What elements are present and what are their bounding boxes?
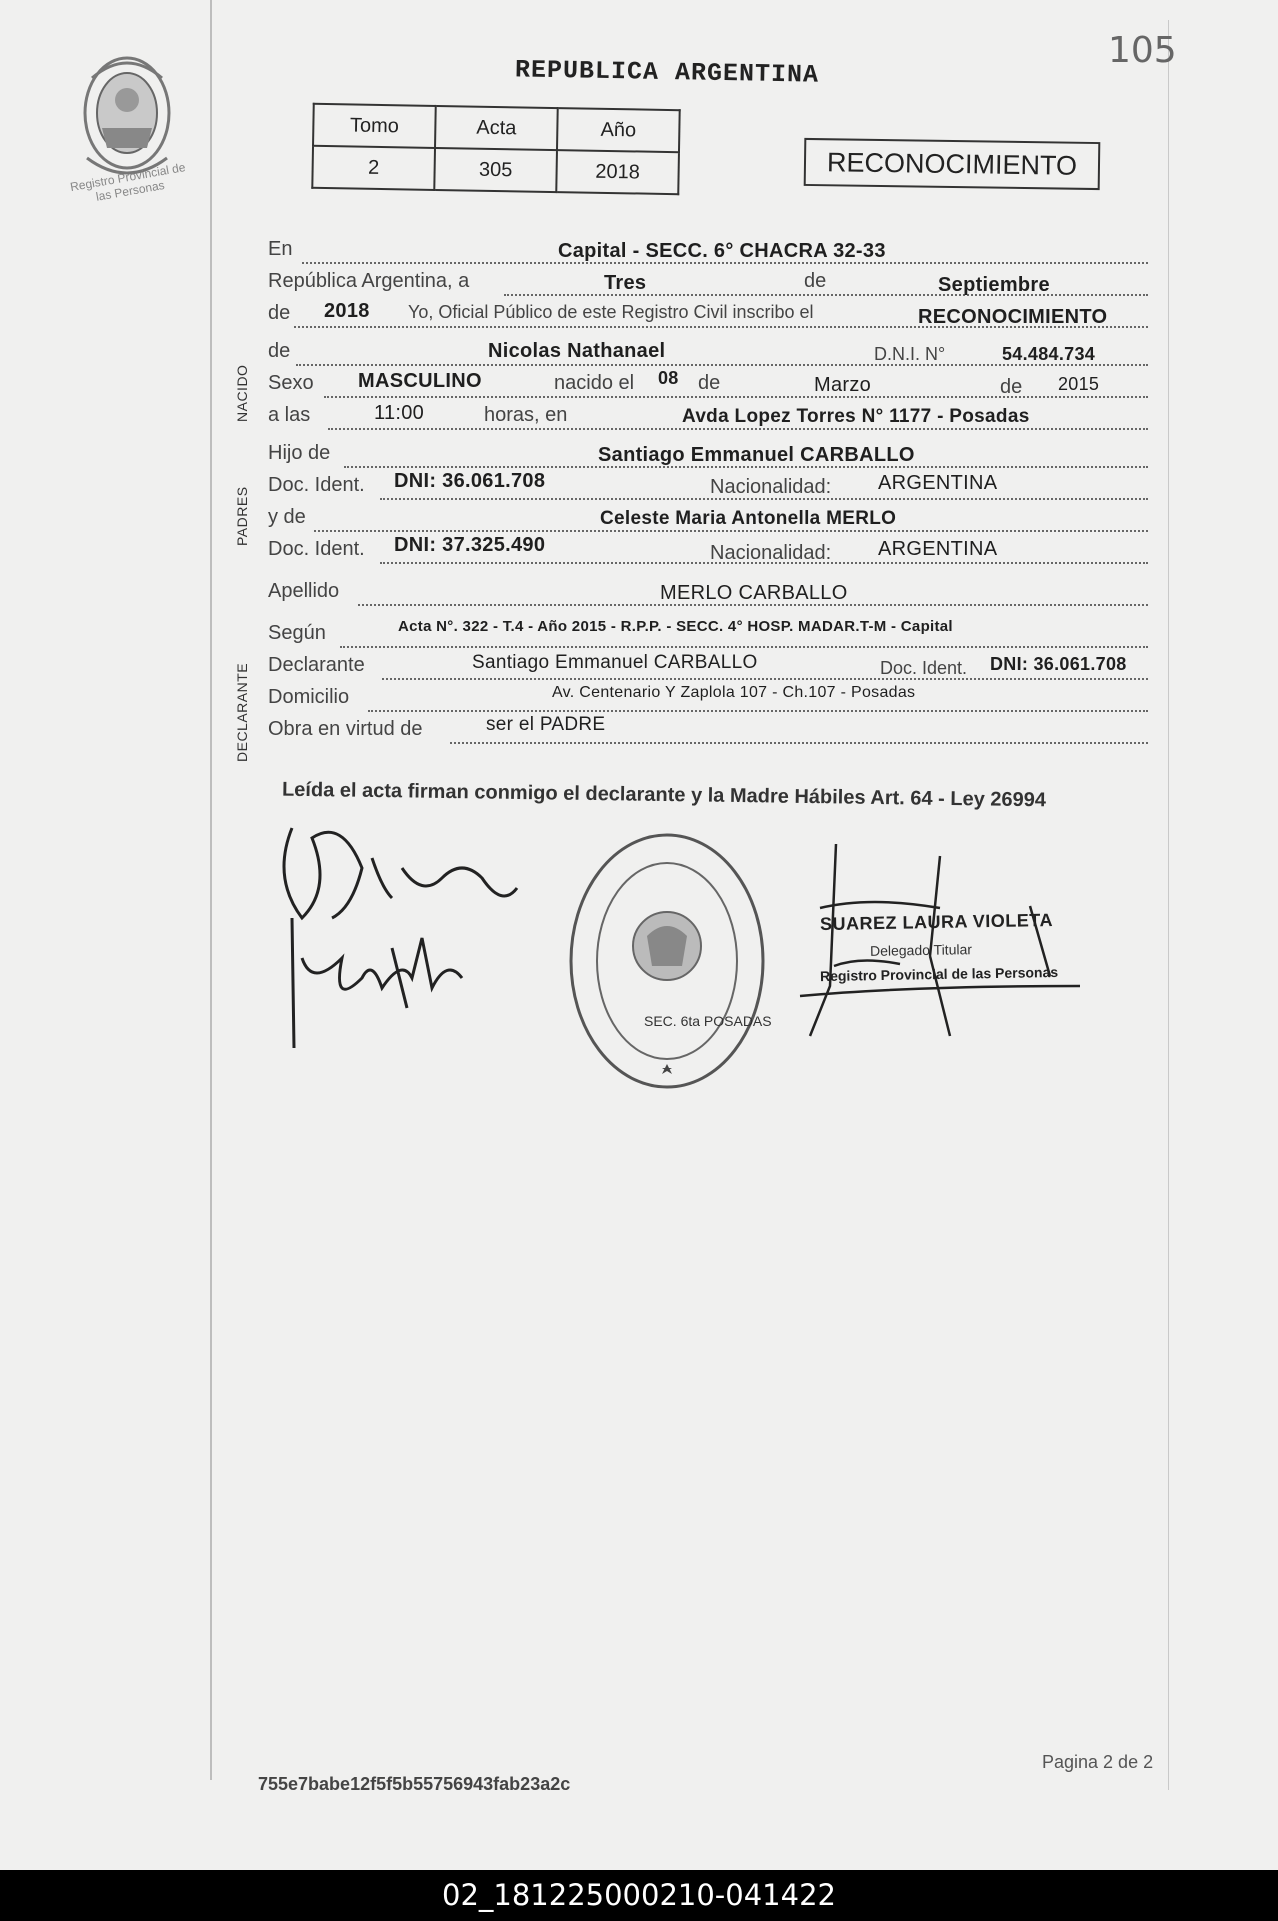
field-row-en [268,238,1148,270]
field-row-padre-doc [268,470,1148,506]
field-label-nac-de1: de [698,372,721,394]
register-value-acta: 305 [434,148,557,192]
field-label-domicilio: Domicilio [268,686,350,708]
stamp-inner-text: SEC. 6ta POSADAS [644,1013,772,1029]
field-value-madre: Celeste Maria Antonella MERLO [600,508,897,529]
field-row-obra [268,714,1148,750]
field-row-anio [268,302,1148,334]
field-value-madre-doc: DNI: 37.325.490 [394,534,546,556]
field-label-hijo: Hijo de [268,442,331,464]
field-row-sexo [268,368,1148,404]
official-title: Delegado Titular [869,941,973,959]
field-row-declarante [268,654,1148,686]
section-label-declarante: DECLARANTE [234,662,250,762]
field-value-segun: Acta N°. 322 - T.4 - Año 2015 - R.P.P. - SECC. 4° HOSP. MADAR.T-M - Capital [398,618,953,635]
register-header-anio: Año [557,108,680,152]
field-value-dni: 54.484.734 [1002,344,1096,364]
document-title: REPUBLICA ARGENTINA [514,55,820,90]
footer-hash: 755e7babe12f5f5b55756943fab23a2c [258,1774,571,1794]
page-number: 105 [1108,30,1177,71]
dotted-line [314,530,1148,532]
right-margin-rule [1168,20,1169,1790]
dotted-line [328,428,1148,430]
register-value-row [312,146,679,194]
field-value-nac-mes: Marzo [814,374,872,396]
field-value-nac-anio: 2015 [1058,374,1100,394]
seal-caption: Registro Provincial de las Personas [69,160,187,204]
field-label-declarante: Declarante [268,654,365,676]
field-label-nombre: de [268,340,291,362]
field-label-obra: Obra en virtud de [268,718,423,740]
register-header-acta: Acta [435,106,558,150]
field-label-republica: República Argentina, a [268,270,470,292]
field-row-madre-doc [268,534,1148,570]
field-row-domicilio [268,686,1148,718]
field-label-padre-nac: Nacionalidad: [710,476,832,498]
field-label-madre-doc: Doc. Ident. [268,538,365,560]
declarante-signature-icon [272,808,542,1058]
register-header-row [313,104,680,152]
field-value-nombre: Nicolas Nathanael [488,340,666,362]
field-value-lugar: Avda Lopez Torres N° 1177 - Posadas [682,406,1030,427]
field-value-mes: Septiembre [938,274,1050,296]
field-row-apellido [268,580,1148,612]
field-label-alas: a las [268,404,311,426]
field-row-segun [268,618,1148,654]
section-label-nacido: NACIDO [234,364,250,422]
field-label-inscribo: Yo, Oficial Público de este Registro Civil inscribo el [408,302,814,322]
field-value-dia: Tres [604,272,647,294]
field-value-madre-nac: ARGENTINA [878,538,998,560]
section-label-padres: PADRES [234,486,250,546]
left-margin-rule [210,0,212,1780]
official-organization: Registro Provincial de las Personas [819,963,1059,985]
field-row-hora [268,404,1148,436]
footer-page-count: Pagina 2 de 2 [1042,1752,1154,1772]
field-label-madre: y de [268,506,306,528]
field-label-segun: Según [268,622,326,644]
field-value-padre-doc: DNI: 36.061.708 [394,470,546,492]
field-value-hora: 11:00 [374,402,425,424]
field-row-fecha [268,270,1148,302]
record-fields [268,238,1148,750]
field-value-nac-dia: 08 [658,368,679,388]
field-value-sexo: MASCULINO [358,370,482,392]
field-value-padre-nac: ARGENTINA [878,472,998,494]
field-value-anio: 2018 [324,300,370,322]
field-label-dni: D.N.I. N° [874,344,946,364]
field-value-padre: Santiago Emmanuel CARBALLO [598,444,915,466]
dotted-line [368,710,1148,712]
field-label-de-mes: de [804,270,827,292]
register-value-anio: 2018 [556,150,679,194]
field-label-de-anio: de [268,302,291,324]
field-label-madre-nac: Nacionalidad: [710,542,832,564]
image-caption-bar: 02_181225000210-041422 [0,1870,1278,1921]
field-value-apellido: MERLO CARBALLO [660,582,848,604]
field-value-domicilio: Av. Centenario Y Zaplola 107 - Ch.107 - Posadas [552,684,916,701]
field-value-en: Capital - SECC. 6° CHACRA 32-33 [558,240,886,262]
official-stamp-icon [562,826,772,1096]
act-type-box: RECONOCIMIENTO [804,138,1101,190]
dotted-line [324,396,1148,398]
field-label-apellido: Apellido [268,580,340,602]
dotted-line [504,294,1148,296]
field-value-declarante: Santiago Emmanuel CARBALLO [472,652,758,673]
register-value-tomo: 2 [312,146,435,190]
dotted-line [382,678,1148,680]
field-label-nacido: nacido el [554,372,635,394]
dotted-line [340,646,1148,648]
closing-statement: Leída el acta firman conmigo el declarante y la Madre Hábiles Art. 64 - Ley 26994 [281,778,1047,812]
field-label-horas-en: horas, en [484,404,568,426]
field-value-declarante-doc: DNI: 36.061.708 [990,654,1127,674]
field-value-obra: ser el PADRE [486,714,606,735]
register-header-tomo: Tomo [313,104,436,148]
dotted-line [450,742,1148,744]
field-value-inscribo: RECONOCIMIENTO [918,306,1108,328]
field-label-padre-doc: Doc. Ident. [268,474,365,496]
field-row-nombre [268,340,1148,372]
field-label-nac-de2: de [1000,376,1023,398]
field-label-sexo: Sexo [268,372,314,394]
field-label-en: En [268,238,293,260]
official-name: SUAREZ LAURA VIOLETA [819,909,1054,935]
register-table [311,103,680,195]
field-label-declarante-doc: Doc. Ident. [880,658,968,678]
